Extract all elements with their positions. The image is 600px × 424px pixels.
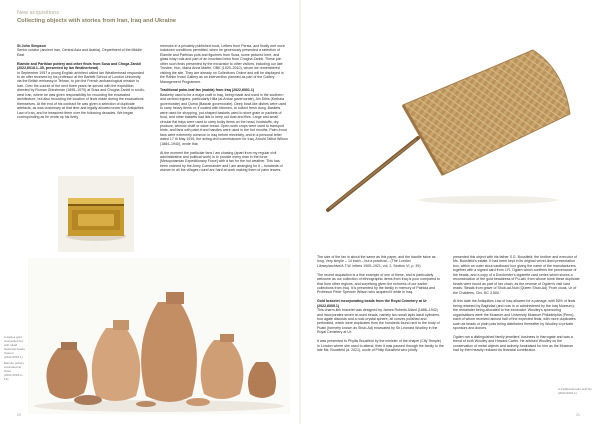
left-column-2 — [160, 44, 288, 177]
article-body-partage: At this date the Antiquities Law of Iraq allowed for a partage, with 50% of finds being retained by Baghdad (and now in or administered by the Iraq Museum); the remainder being allocated to the excavator. Woolley's sponsoring organisations were the Museum and University Museum Philadelphia (Penn); each of whom received almost half of the expected finds, with more duplicates such as beads or plain pots being distributed thereafter by Woolley to private sponsors and donors. — [453, 299, 576, 331]
right-page — [300, 0, 600, 424]
article-heading-fan: Traditional palm-leaf fan (mahfa) from Iraq (2022,6001.1) — [160, 88, 255, 93]
right-column-2 — [453, 255, 580, 357]
article-body-acquisition: The recent acquisition is a fine example of one of these, and is particularly welcome as our collection of ethnographic items from Iraq is poor compared to that from other regions, and surprising given the richness of our earlier collections from Iraq. It is presented by the family in memory of Patricia and Professor Peter Spencer Wilson who acquired it while in Iraq. — [317, 272, 441, 295]
article-body-susa: In September 1957 a young English architect called Ian Weatherhead responded to an offer received by his professor at the Bartlett School of London University, via the British embassy in Tehran, to join the French archaeological mission to Iran. Over the course of the next three years he served with the expedition directed by Roman Ghirshman (1895–1979) at Susa and Chogha Zanbil in south-west Iran, where he was given responsibility for recording the excavated architecture, but also recording the location of finds made during the excavations themselves. At the end of his contract he was given a selection of duplicate artefacts, as was customary at that time and legally allowed under the Antiquities Law of Iran, and he treasured them over the following decades. We began corresponding as he wrote up his lively — [17, 70, 145, 120]
page-number-right: 21 — [576, 413, 580, 417]
author-role: Senior curator (ancient Iran, Central Asia and Arabia), Department of the Middle East — [17, 48, 142, 57]
quote-fan-size: The size of the fan is about the same as this paper, and the handle twice as long. Very simple – 14 each – but a practical... (The London Library/archive/A.T.W. letters 1909–1921, vol. 2, Section VI, p. 39) — [317, 255, 436, 268]
article-heading-bracelet: Gold bracelet incorporating beads from the Royal Cemetery at Ur (2022,6005.1) — [317, 299, 427, 308]
caption-fan: A traditional palm-leaf fan (2022,6001.1). — [558, 387, 592, 395]
caption-gold-box: A dark-a gold enamelled box with inlaid historical beads Susa in (2022,6018.1). — [4, 335, 25, 359]
article-heading-susa: Elamite and Parthian pottery and other finds from Susa and Choga Zanbil (2022,6018.1–35, presented by Ian Weatherhead) — [17, 61, 141, 71]
left-captions — [4, 336, 26, 385]
right-column-1 — [317, 255, 444, 357]
photo-palm-leaf-fan — [308, 10, 586, 242]
article-body-ogden: Ogden ran a distinguished family jewellers' business in Harrogate and was a friend of both Woolley and Howard Carter. He advised Woolley on the conservation of metal objects and actively fundraised for him as the Museum had by then heavily reduced its financial contribution. — [453, 334, 574, 353]
photo-gold-box — [58, 176, 134, 252]
article-body-memoirs: memoirs in a privately published book, Letters from Persia, and finally met once lockdown conditions permitted, when he generously presented a selection of Elamite and Parthian pots and figurines from Susa, some pictured here, and glass inlay rods and part of an inscribed brick from Chogha Zanbil. These join other such finds presented by the excavator to other visitors, including our late Trustee, Hon. Maria Anna Martin, OBE (1929–2010), whom we remembered visiting the site. They are already on Collections Online and will be displayed in the Rahim Irvani Gallery as an intervention planned as part of the Gallery Management Programme. — [160, 44, 285, 84]
page-title: Collecting objects with stories from Iran, Iraq and Ukraine — [17, 18, 177, 24]
left-column-1 — [17, 44, 145, 124]
photo-elamite-pottery — [28, 258, 290, 414]
article-body-bracelet: This charm-link bracelet was designed by James Roberts Allard (1886–1942) and incorporates seven re-used beads, namely two small lapis lazuli cylinders, four agate discoids and a rock-crystal sphere, all convex polished and perforated, which were duplicates from the hundreds found next to the body of Puabi (formerly known as Shub-Ad) excavated by Sir Leonard Woolley in the Royal Cemetery at Ur. — [317, 308, 441, 335]
article-body-provenance: presented this object with his father S.G. Bousfield; the brother and executor of Ms. Bousfield's estate. It had been kept in its original velvet-lined presentation box, within an outer stout cardboard box giving the name of the manufacturers together with a signed card from J.R. Ogden which confirms the provenance of the beads, and a copy of a Dorchester's cigarette card series which shows a reconstruction of the gold headdress of Pu-abi, from whose tomb these duplicate beads were found as part of her chain, as the reverse of Ogden's visit card reads: 'Beads from grave of Shub-ad-Nub (Queen Shub-Ad) 'From cloak, Ur of the Chaldees, Circ. BC 3,500.' — [453, 255, 580, 295]
pottery-image — [28, 258, 290, 414]
right-captions — [558, 388, 594, 399]
section-kicker: New acquisitions — [17, 10, 60, 16]
fan-image — [308, 10, 586, 242]
caption-pottery: Elamite pottery excavated at Susa (2022,6018.2–13). — [4, 361, 25, 382]
author-name: St John Simpson — [17, 44, 46, 48]
page-number-left: 20 — [17, 413, 21, 417]
gold-box-image — [58, 176, 134, 252]
article-quote-wilson: At the moment the particular fans I am chasing (apart from my regular civil administrative and political work) is to provide every man in the force [Mesopotamian Expeditionary Force] with a fan for the hot weather. This has been ordered by the Army Commander and I am arranging for it – hundreds of women in all the villages round are hard at work making them of palm leaves. — [160, 150, 283, 173]
page-header — [17, 10, 176, 24]
article-body-bousfield: It was presented to Phyllis Bousfield by the minister of the chapel (City Temple) in London where she used to attend, then it was passed through the family to the late Ms. Bousfield (d. 2021), uncle of Philip Bousfield who jointly — [317, 339, 444, 353]
article-body-basketry: Basketry used to be a major craft in Iraq, being made and used in the southern and central regions, particularly Hilla (al-Anbar governorate), Ain Dibis (Kerbala governorate) and Qurna (Basrah governorate). Deep bowl-like dishes were used to carry heavy items or, if coated with bitumen, to collect fresh dung. Baskets were used for shopping, pot-shaped baskets used to store grain or packets of food, and other baskets had lids to keep out dust and flies. Large and small circular flat trays were used to carry bulky items on the head, foodstuffs, dry produce, winnow chaff or wave bread. Open-work crops were used to transport birds, and fans with palm-frond handles were used in the hot months. Palm-frond fans were extremely common in Iraq before electricity, and in a personal letter dated 17 th May 1916, the acting civil commissioner for Iraq, Arnold Talbot Wilson (1884–1940), wrote that — [160, 92, 288, 146]
